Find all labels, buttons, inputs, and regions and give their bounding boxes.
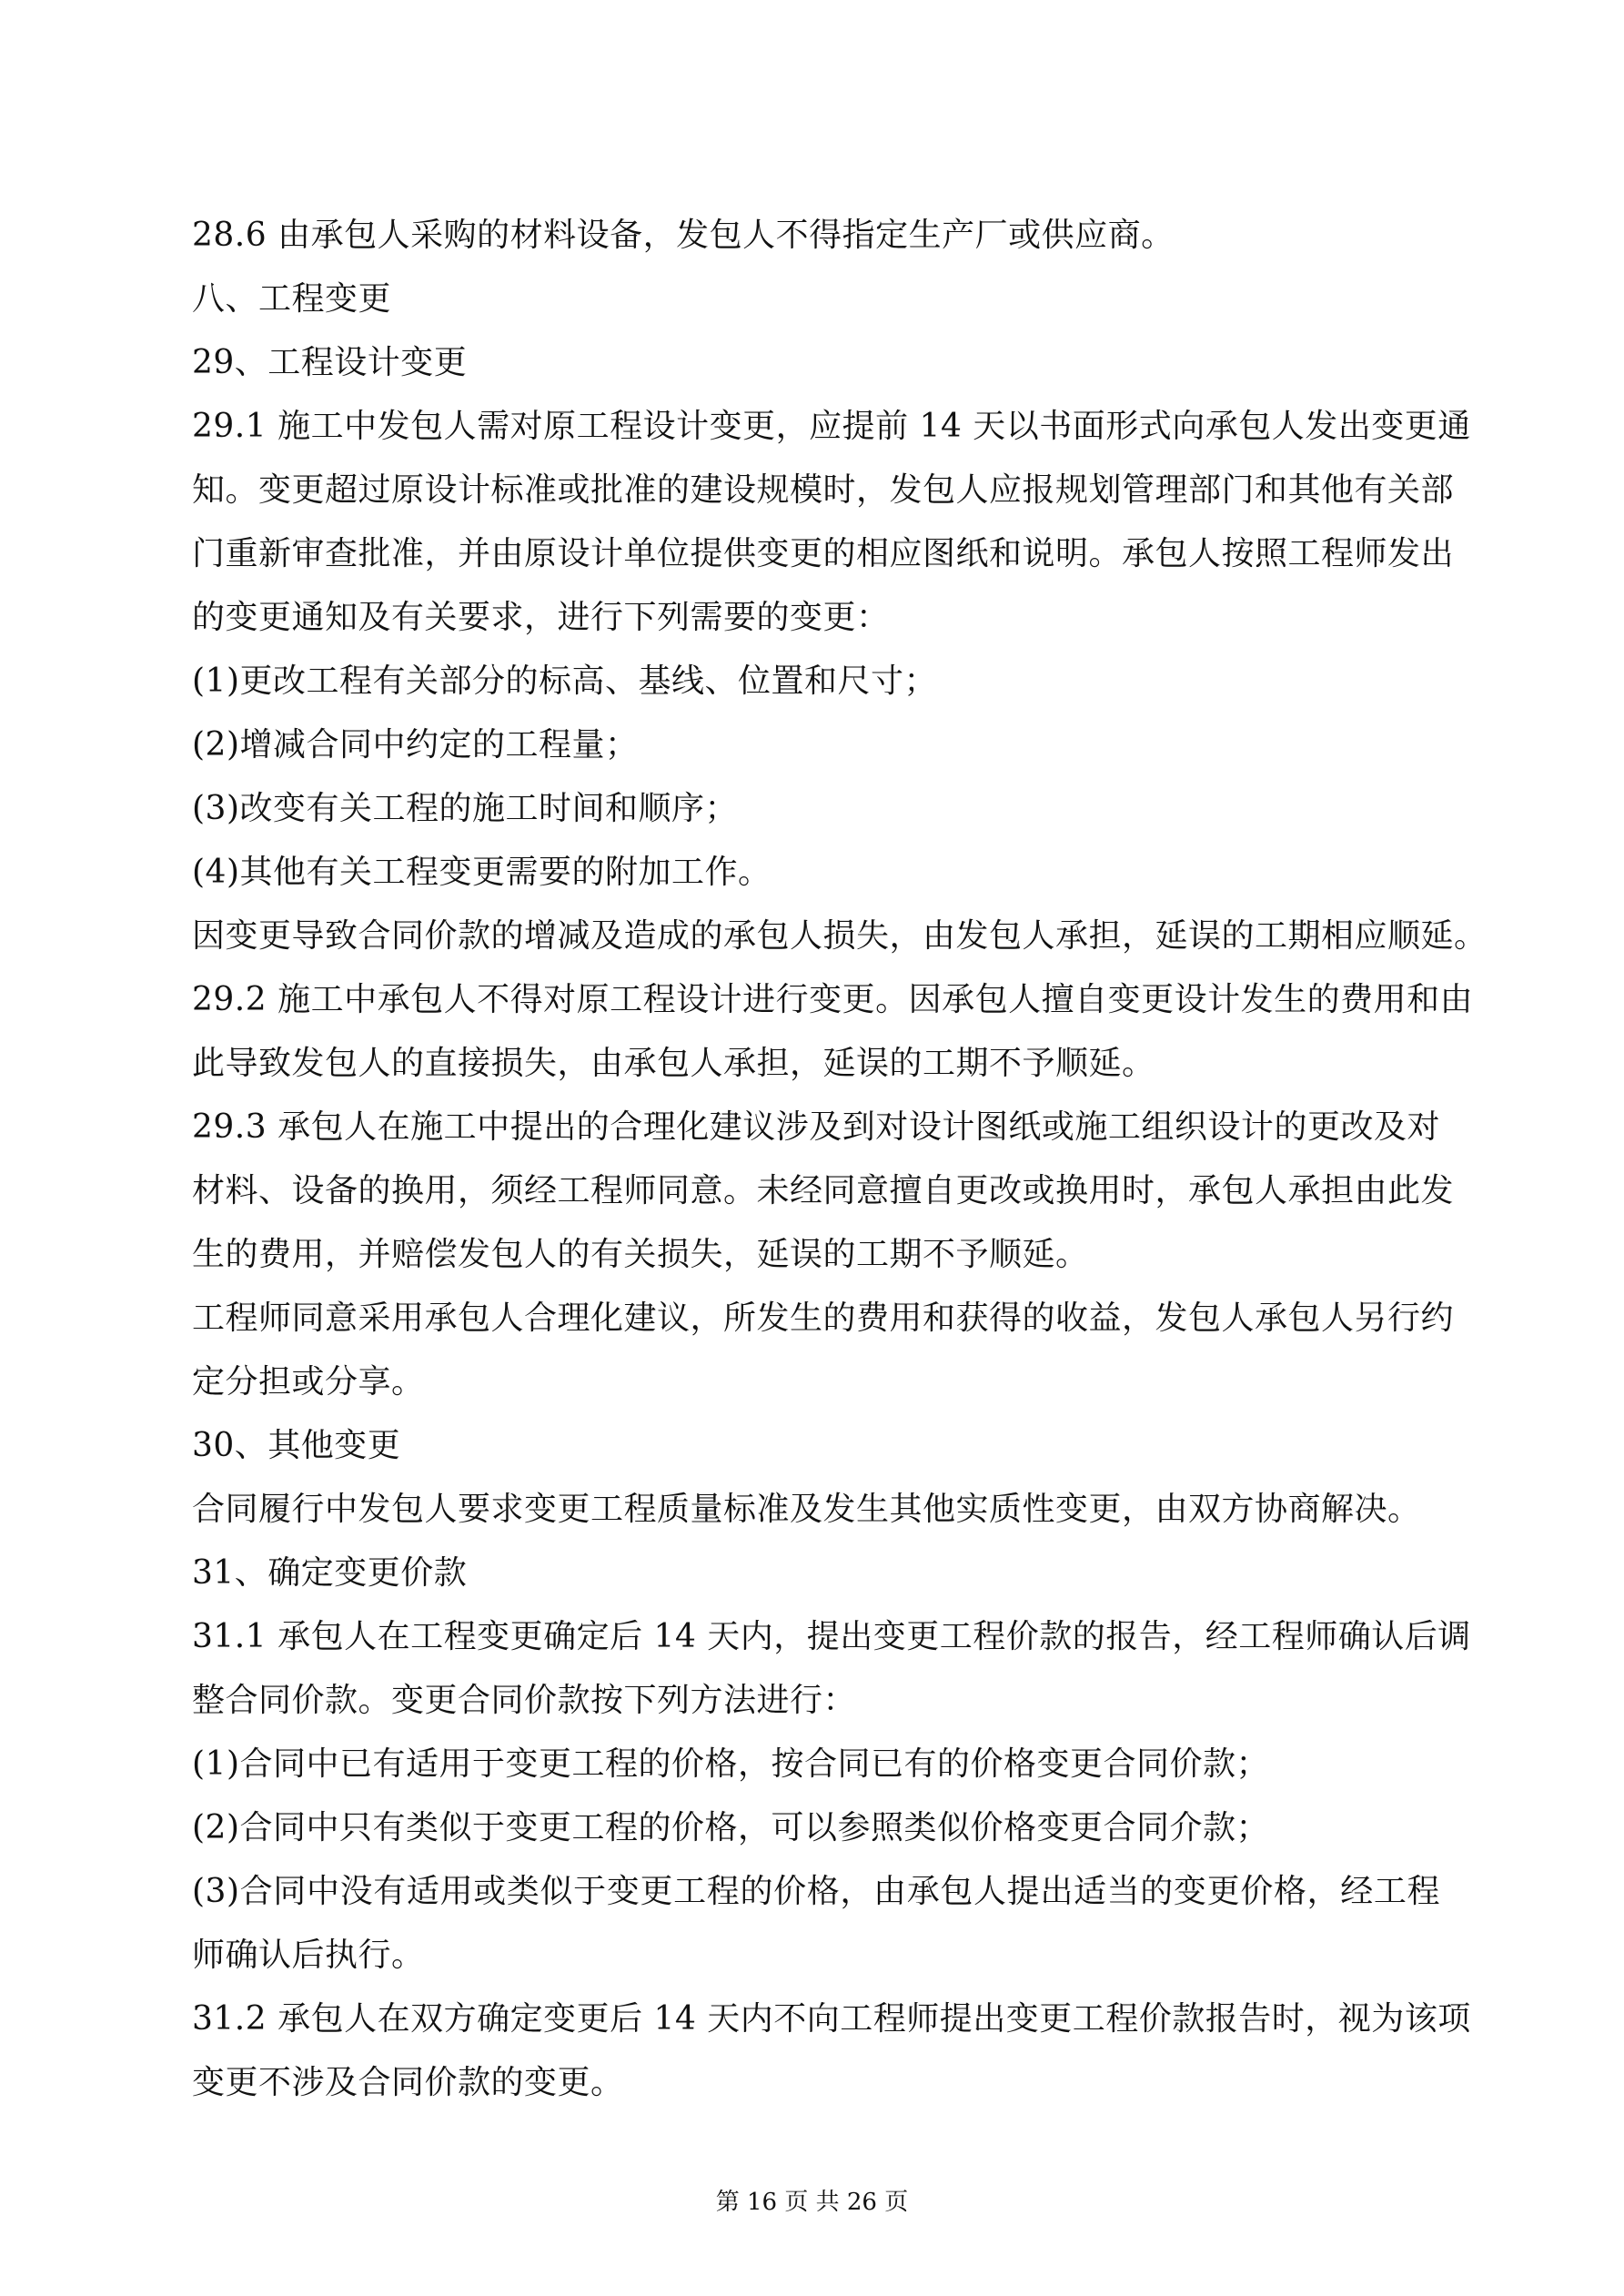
paragraph-29-1-line-2: 知。变更超过原设计标准或批准的建设规模时，发包人应报规划管理部门和其他有关部 (192, 471, 1455, 509)
paragraph-29-2-line-2: 此导致发包人的直接损失，由承包人承担，延误的工期不予顺延。 (192, 1045, 1155, 1082)
paragraph-29-3-line-2: 材料、设备的换用，须经工程师同意。未经同意擅自更改或换用时，承包人承担由此发 (192, 1172, 1455, 1209)
paragraph-29-1-line-4: 的变更通知及有关要求，进行下列需要的变更： (192, 599, 890, 636)
paragraph-31-2-line-2: 变更不涉及合同价款的变更。 (192, 2064, 624, 2101)
pricing-method-3-line-1: (3)合同中没有适用或类似于变更工程的价格，由承包人提出适当的变更价格，经工程 (192, 1873, 1440, 1910)
paragraph-29-3-line-3: 生的费用，并赔偿发包人的有关损失，延误的工期不予顺延。 (192, 1236, 1089, 1273)
paragraph-30: 合同履行中发包人要求变更工程质量标准及发生其他实质性变更，由双方协商解决。 (192, 1491, 1421, 1528)
clause-heading-31: 31、确定变更价款 (192, 1554, 468, 1592)
paragraph-29-3-line-1: 29.3 承包人在施工中提出的合理化建议涉及到对设计图纸或施工组织设计的更改及对 (192, 1108, 1440, 1146)
paragraph-engineer-consent-line-2: 定分担或分享。 (192, 1363, 425, 1401)
list-item-3: (3)改变有关工程的施工时间和顺序； (192, 790, 738, 827)
pricing-method-2: (2)合同中只有类似于变更工程的价格，可以参照类似价格变更合同介款； (192, 1809, 1269, 1846)
paragraph-31-1-line-2: 整合同价款。变更合同价款按下列方法进行： (192, 1682, 857, 1719)
paragraph-29-1-line-3: 门重新审查批准，并由原设计单位提供变更的相应图纸和说明。承包人按照工程师发出 (192, 535, 1455, 572)
paragraph-engineer-consent-line-1: 工程师同意采用承包人合理化建议，所发生的费用和获得的收益，发包人承包人另行约 (192, 1300, 1455, 1337)
section-heading-8: 八、工程变更 (192, 280, 392, 318)
list-item-2: (2)增减合同中约定的工程量； (192, 726, 639, 764)
list-item-4: (4)其他有关工程变更需要的附加工作。 (192, 854, 772, 891)
paragraph-31-2-line-1: 31.2 承包人在双方确定变更后 14 天内不向工程师提出变更工程价款报告时，视为该项 (192, 2000, 1471, 2038)
paragraph-28-6: 28.6 由承包人采购的材料设备，发包人不得指定生产厂或供应商。 (192, 217, 1175, 254)
list-item-1: (1)更改工程有关部分的标高、基线、位置和尺寸； (192, 663, 937, 700)
paragraph-31-1-line-1: 31.1 承包人在工程变更确定后 14 天内，提出变更工程价款的报告，经工程师确认后调 (192, 1618, 1471, 1655)
page-number: 第 16 页 共 26 页 (715, 2189, 909, 2216)
pricing-method-3-line-2: 师确认后执行。 (192, 1937, 425, 1974)
paragraph-loss-liability: 因变更导致合同价款的增减及造成的承包人损失，由发包人承担，延误的工期相应顺延。 (192, 917, 1488, 955)
paragraph-29-2-line-1: 29.2 施工中承包人不得对原工程设计进行变更。因承包人擅自变更设计发生的费用和由 (192, 981, 1474, 1018)
pricing-method-1: (1)合同中已有适用于变更工程的价格，按合同已有的价格变更合同价款； (192, 1745, 1269, 1783)
clause-heading-29: 29、工程设计变更 (192, 344, 468, 381)
clause-heading-30: 30、其他变更 (192, 1427, 401, 1464)
paragraph-29-1-line-1: 29.1 施工中发包人需对原工程设计变更，应提前 14 天以书面形式向承包人发出变更通 (192, 408, 1471, 445)
